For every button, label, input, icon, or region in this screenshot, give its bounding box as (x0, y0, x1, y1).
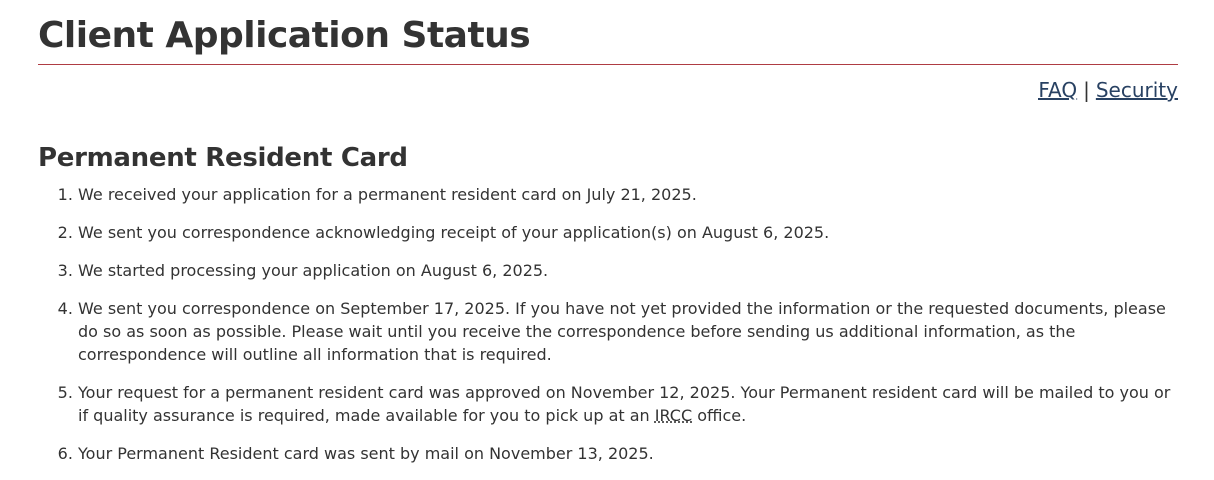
status-item-5-text: Your request for a permanent resident card was approved on November 12, 2025. Your Permanent resident card will be mailed to you or if quality assurance is required, made available for you to pick up at an (78, 383, 1171, 425)
help-links (38, 77, 1178, 103)
status-item-5-suffix: office. (692, 406, 747, 425)
status-item-3: 3. We started processing your application on August 6, 2025. (78, 259, 1178, 282)
faq-link-label: FAQ (1038, 78, 1078, 102)
page-container (38, 0, 1178, 480)
section-title: Permanent Resident Card (38, 143, 408, 173)
status-item-4: 4. We sent you correspondence on September 17, 2025. If you have not yet provided the information or the requested documents, please do so as soon as possible. Please wait until you receive the correspondence before sending us additional information, as the correspondence will outline all information that is required. (78, 297, 1178, 366)
title-divider (38, 64, 1178, 65)
security-link[interactable]: Security (1095, 78, 1178, 102)
status-item-1: 1. We received your application for a permanent resident card on July 21, 2025. (78, 183, 1178, 206)
status-list (38, 183, 1178, 465)
page-title: Client Application Status (38, 15, 531, 56)
status-item-6: 6. Your Permanent Resident card was sent by mail on November 13, 2025. (78, 442, 1178, 465)
status-item-2: 2. We sent you correspondence acknowledging receipt of your application(s) on August 6, 2025. (78, 221, 1178, 244)
ircc-abbreviation: IRCC (654, 406, 693, 425)
faq-link[interactable] (1038, 78, 1077, 102)
links-separator: | (1083, 78, 1090, 102)
status-item-5 (78, 381, 1178, 427)
